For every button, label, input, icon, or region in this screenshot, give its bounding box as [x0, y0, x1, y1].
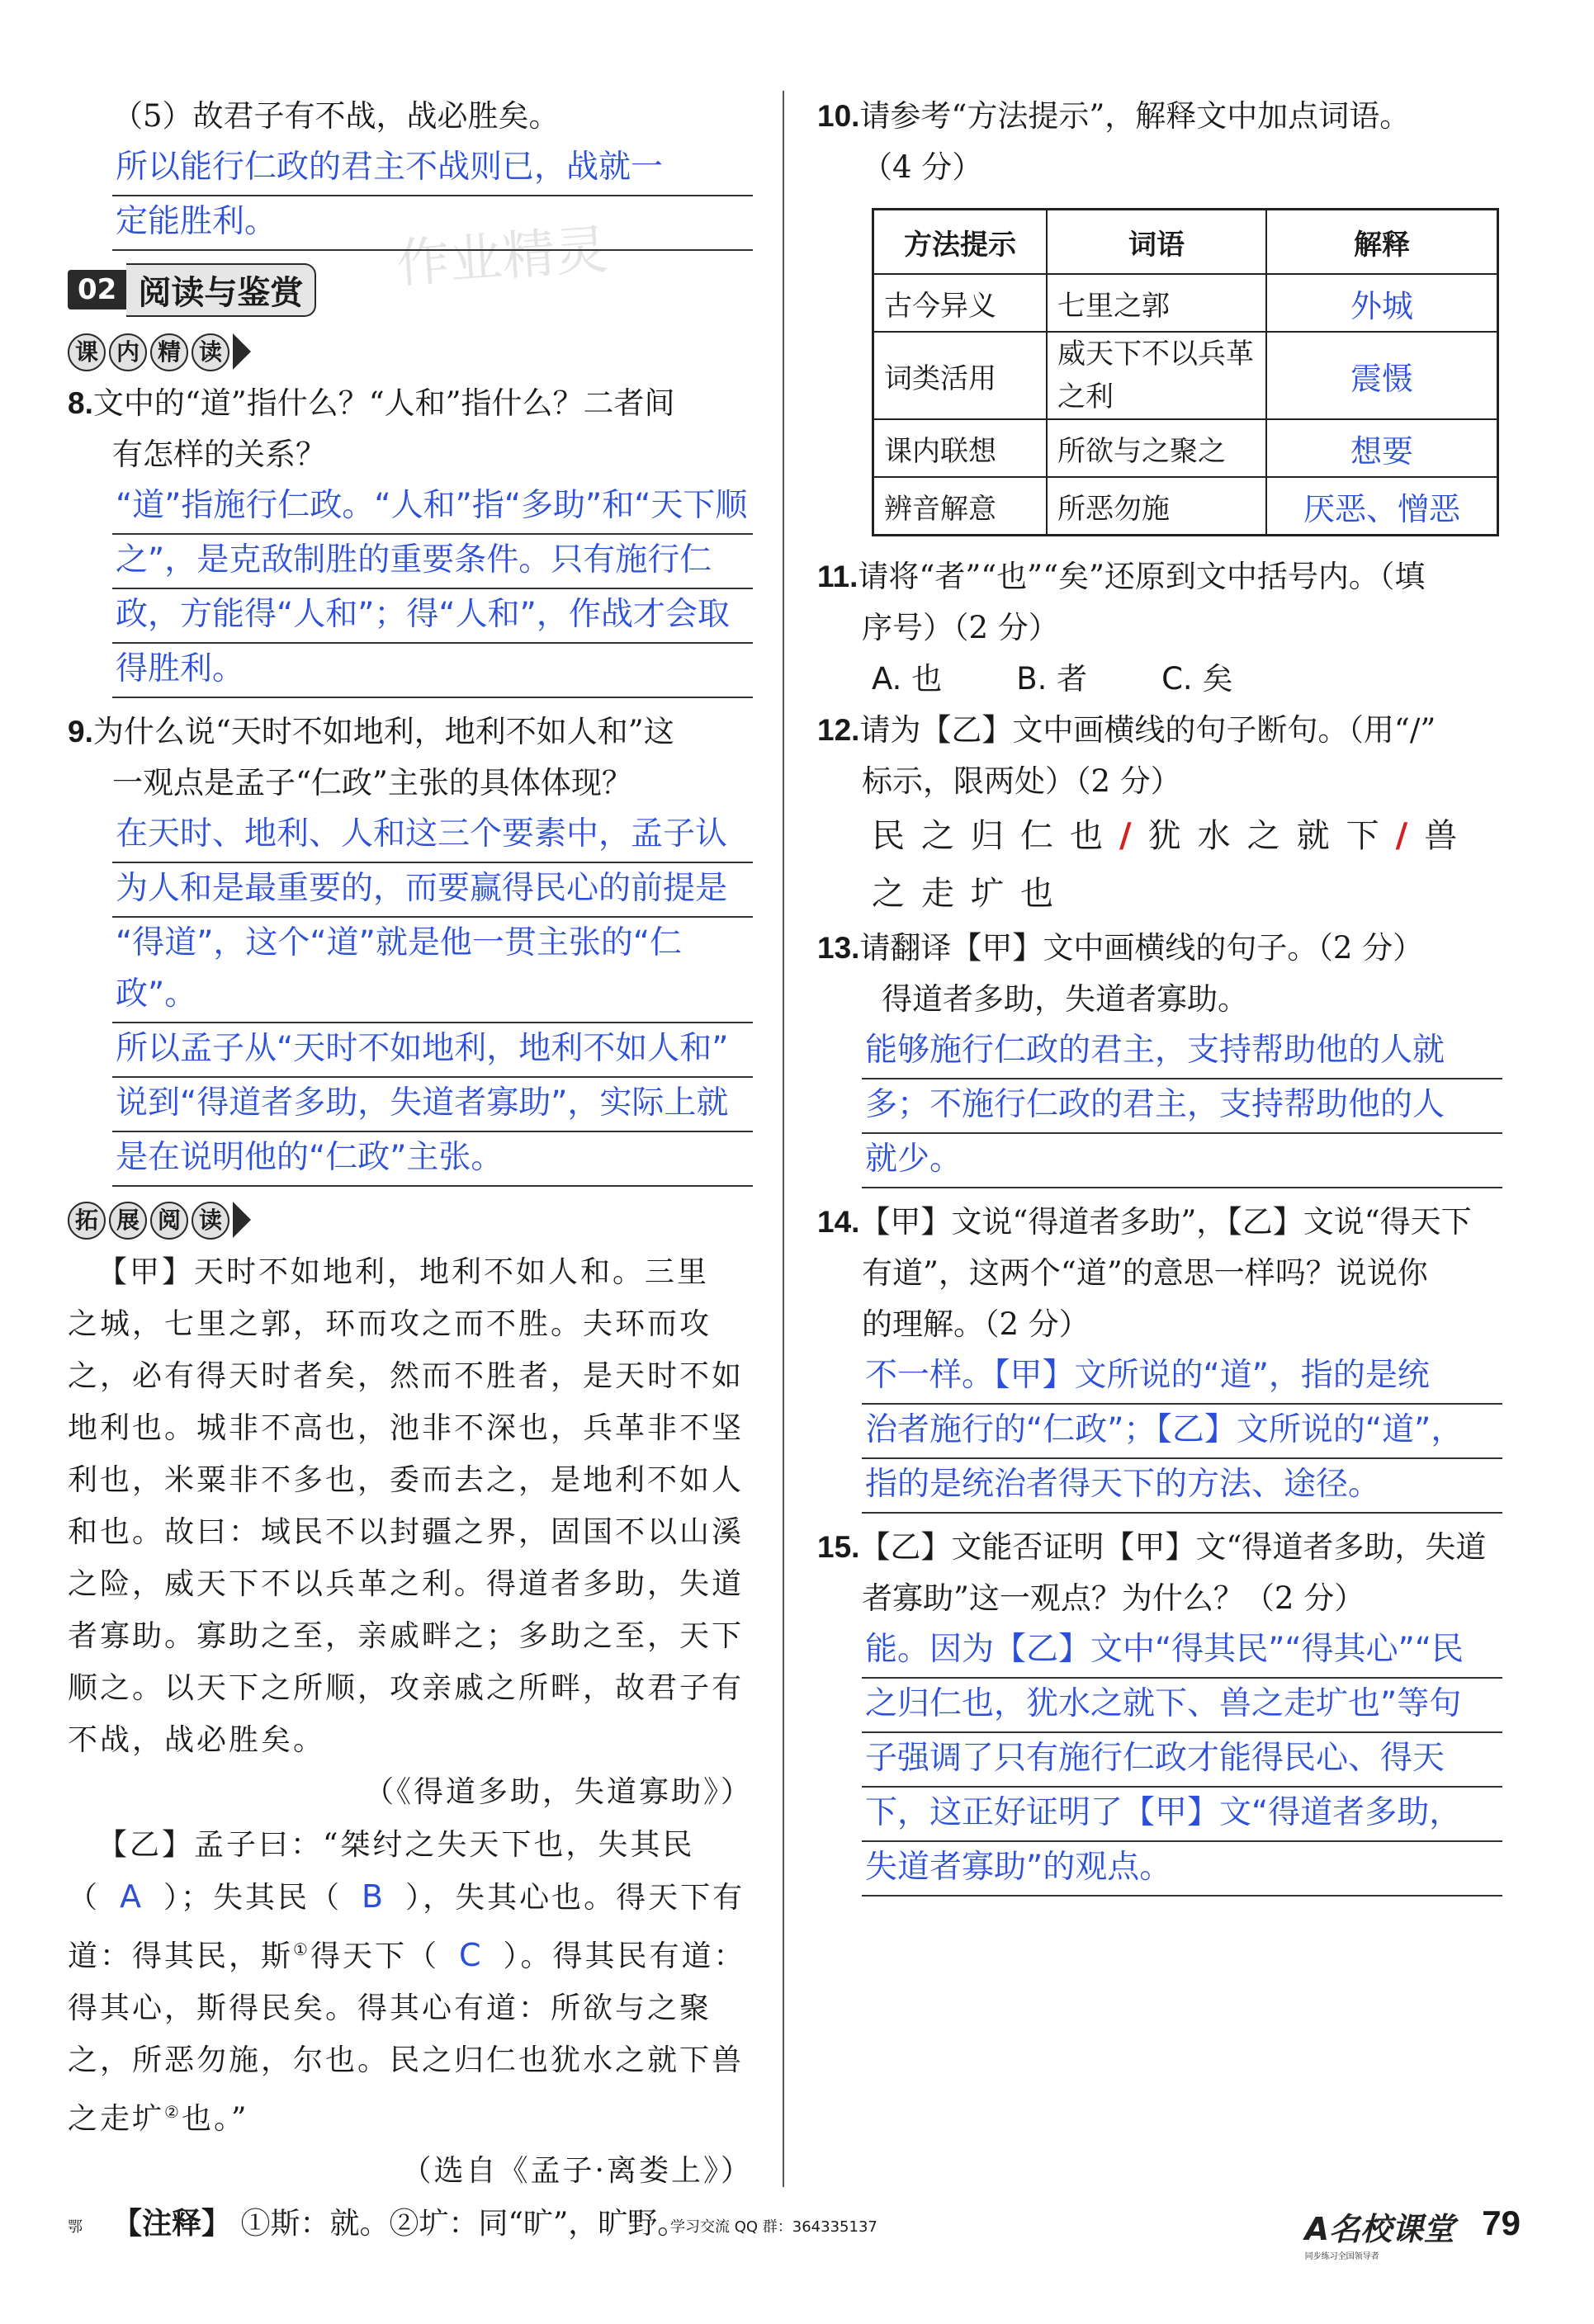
tag-char: 读: [192, 1202, 229, 1240]
question-number: 13.: [817, 931, 860, 965]
passage-line: 者寡助。寡助之至，亲戚畔之；多助之至，天下: [68, 1619, 745, 1653]
table-answer-cell: 外城: [1266, 274, 1498, 332]
question-8: [68, 378, 753, 698]
punctuated-sentence: 民之归仁也/犹水之就下/兽之走圹也: [872, 816, 1474, 913]
tag-char: 课: [68, 333, 106, 371]
question-number: 14.: [817, 1205, 860, 1239]
passage-line: 【乙】孟子曰：“桀纣之失天下也，失其民: [97, 1828, 695, 1862]
question-11: [817, 551, 1502, 705]
passage-line: 不战，战必胜矣。: [68, 1723, 326, 1757]
answer-line: 下，这正好证明了【甲】文“得道者多助，: [862, 1788, 1502, 1842]
column-divider: [783, 91, 784, 2187]
passage-line: 之走圹②也。”: [68, 2102, 249, 2136]
answer-line: 失道者寡助”的观点。: [862, 1842, 1502, 1897]
question-number: 8.: [68, 386, 93, 420]
question-number: 9.: [68, 715, 93, 749]
answer-line: 之归仁也，犹水之就下、兽之走圹也”等句: [862, 1679, 1502, 1733]
tag-char: 精: [150, 333, 188, 371]
answer-line: 得胜利。: [112, 644, 753, 698]
choice-list: [817, 654, 1502, 705]
answer-line: 说到“得道者多助，失道者寡助”，实际上就: [112, 1078, 753, 1132]
table-answer-cell: 厌恶、憎恶: [1266, 477, 1498, 536]
answer-line: 治者施行的“仁政”；【乙】文所说的“道”，: [862, 1405, 1502, 1459]
tag-char: 内: [109, 333, 147, 371]
right-column: [817, 91, 1502, 1897]
table-cell: 古今异义: [873, 274, 1048, 332]
watermark: 作业精灵: [395, 220, 610, 295]
question-12: [817, 705, 1502, 923]
table-answer-cell: 想要: [1266, 419, 1498, 477]
question-text: 为什么说“天时不如地利，地利不如人和”这: [92, 714, 674, 749]
answer-line: 指的是统治者得天下的方法、途径。: [862, 1459, 1502, 1514]
question-text: 序号）（2 分）: [862, 610, 1059, 645]
passage-line: 之城，七里之郭，环而攻之而不胜。夫环而攻: [68, 1307, 712, 1341]
qq-group-text: 学习交流 QQ 群：364335137: [670, 2218, 877, 2236]
passage-line: 道：得其民，斯①得天下（ C ）。得其民有道：: [68, 1937, 746, 1973]
target-sentence: 得道者多助，失道者寡助。: [882, 981, 1248, 1017]
passage-line: 利也，米粟非不多也，委而去之，是地利不如人: [68, 1463, 745, 1497]
item5-question: （5）故君子有不战，战必胜矣。: [112, 98, 560, 134]
page-number: 79: [1482, 2204, 1521, 2242]
passage-line: 之，必有得天时者矣，然而不胜者，是天时不如: [68, 1359, 745, 1393]
answer-line: 所以孟子从“天时不如地利，地利不如人和”: [112, 1023, 753, 1078]
table-row: [873, 419, 1498, 477]
answer-line: 政，方能得“人和”；得“人和”，作战才会取: [112, 589, 753, 644]
question-number: 11.: [817, 560, 858, 593]
answer-line: 不一样。【甲】文所说的“道”，指的是统: [862, 1350, 1502, 1405]
filled-answer: A: [120, 1878, 144, 1915]
question-9: [68, 706, 753, 1187]
table-header-row: [873, 210, 1498, 275]
table-row: [873, 332, 1498, 419]
question-number: 10.: [817, 99, 860, 133]
question-text: 文中的“道”指什么？“人和”指什么？二者间: [92, 385, 675, 421]
choice-a: A. 也: [872, 661, 943, 697]
note-text: ①斯：就。②圹：同“旷”，旷野。: [240, 2207, 688, 2241]
tag-arrow-icon: [233, 1202, 251, 1238]
passage-yi: [68, 1819, 753, 2198]
answer-line: “得道”，这个“道”就是他一贯主张的“仁政”。: [112, 918, 753, 1023]
section-number: 02: [68, 270, 126, 309]
tag-intensive-reading: [68, 333, 251, 371]
choice-b: B. 者: [1016, 661, 1088, 697]
table-cell: 辨音解意: [873, 477, 1048, 536]
table-answer-cell: 震慑: [1266, 332, 1498, 419]
section-header: [68, 264, 753, 315]
slash-mark: /: [1395, 816, 1425, 855]
question-text: （4 分）: [862, 149, 983, 185]
left-column: [68, 91, 753, 2251]
question-text: 一观点是孟子“仁政”主张的具体体现？: [112, 765, 632, 801]
table-cell: 课内联想: [873, 419, 1048, 477]
question-text: 的理解。（2 分）: [862, 1306, 1090, 1342]
question-text: 请为【乙】文中画横线的句子断句。（用“/”: [859, 712, 1436, 748]
answer-line: 在天时、地利、人和这三个要素中，孟子认: [112, 809, 753, 863]
table-header: 解释: [1266, 210, 1498, 275]
table-row: [873, 477, 1498, 536]
question-text: 者寡助”这一观点？为什么？（2 分）: [862, 1580, 1365, 1616]
passage-source: （《得道多助，失道寡助》）: [363, 1775, 753, 1809]
table-cell: 所恶勿施: [1047, 477, 1266, 536]
table-cell: 所欲与之聚之: [1047, 419, 1266, 477]
passage-line: 地利也。城非不高也，池非不深也，兵革非不坚: [68, 1411, 745, 1445]
method-table: [872, 208, 1499, 536]
filled-answer: B: [362, 1878, 386, 1915]
answer-line: 之”，是克敌制胜的重要条件。只有施行仁: [112, 535, 753, 589]
answer-line: 是在说明他的“仁政”主张。: [112, 1132, 753, 1187]
answer-line: 为人和是最重要的，而要赢得民心的前提是: [112, 863, 753, 918]
question-text: 有怎样的关系？: [112, 437, 326, 472]
section-title: 阅读与鉴赏: [126, 263, 316, 317]
note-label: 【注释】: [112, 2207, 232, 2241]
choice-c: C. 矣: [1161, 661, 1233, 697]
passage-line: 【甲】天时不如地利，地利不如人和。三里: [97, 1255, 710, 1289]
table-header: 词语: [1047, 210, 1266, 275]
publisher-mark: 鄂: [68, 2218, 83, 2236]
answer-line: 就少。: [862, 1134, 1502, 1188]
table-header: 方法提示: [873, 210, 1048, 275]
tag-char: 阅: [150, 1202, 188, 1240]
item5-answer-line: 所以能行仁政的君主不战则已，战就一: [112, 142, 753, 196]
question-15: [817, 1522, 1502, 1897]
question-13: [817, 923, 1502, 1188]
question-14: [817, 1197, 1502, 1514]
table-cell: 七里之郭: [1047, 274, 1266, 332]
question-text: 请将“者”“也”“矣”还原到文中括号内。（填: [858, 559, 1426, 594]
tag-char: 展: [109, 1202, 147, 1240]
question-text: 标示，限两处）（2 分）: [862, 763, 1181, 799]
passage-line: 得其心，斯得民矣。得其心有道：所欲与之聚: [68, 1991, 712, 2025]
table-row: [873, 274, 1498, 332]
question-text: 【甲】文说“得道者多助”，【乙】文说“得天下: [859, 1204, 1472, 1240]
slash-mark: /: [1119, 816, 1148, 855]
question-10: [817, 91, 1502, 536]
answer-line: 能够施行仁政的君主，支持帮助他的人就: [862, 1025, 1502, 1079]
passage-line: 之，所恶勿施，尔也。民之归仁也犹水之就下兽: [68, 2043, 745, 2077]
question-number: 15.: [817, 1530, 860, 1564]
passage-line: 和也。故曰：域民不以封疆之界，固国不以山溪: [68, 1515, 745, 1549]
answer-line: 多；不施行仁政的君主，支持帮助他的人: [862, 1079, 1502, 1134]
question-text: 有道”，这两个“道”的意思一样吗？说说你: [862, 1255, 1428, 1291]
filled-answer: C: [458, 1937, 484, 1973]
question-number: 12.: [817, 713, 860, 747]
table-cell: 词类活用: [873, 332, 1048, 419]
question-text: 请翻译【甲】文中画横线的句子。（2 分）: [859, 930, 1424, 966]
passage-line: （ A ）；失其民（ B ），失其心也。得天下有: [68, 1878, 745, 1915]
tag-char: 拓: [68, 1202, 106, 1240]
passage-line: 之险，威天下不以兵革之利。得道者多助，失道: [68, 1567, 745, 1601]
passage-source: （选自《孟子·离娄上》）: [401, 2154, 753, 2188]
item5-answer-line: 定能胜利。: [112, 196, 753, 251]
tag-arrow-icon: [233, 333, 251, 370]
passage-line: 顺之。以天下之所顺，攻亲戚之所畔，故君子有: [68, 1671, 745, 1705]
brand-tagline: 同步练习全国领导者: [1304, 2252, 1379, 2261]
answer-line: 子强调了只有施行仁政才能得民心、得天: [862, 1733, 1502, 1788]
question-text: 【乙】文能否证明【甲】文“得道者多助，失道: [859, 1529, 1487, 1565]
tag-extended-reading: [68, 1202, 251, 1240]
question-text: 请参考“方法提示”，解释文中加点词语。: [859, 98, 1411, 134]
tag-char: 读: [192, 333, 229, 371]
page-footer: [68, 2204, 1521, 2261]
passage-jia: [68, 1246, 753, 1819]
answer-line: 能。因为【乙】文中“得其民”“得其心”“民: [862, 1624, 1502, 1679]
table-cell: 威天下不以兵革之利: [1047, 332, 1266, 419]
brand-logo: A名校课堂 同步练习全国领导者: [1304, 2211, 1454, 2261]
answer-line: “道”指施行仁政。“人和”指“多助”和“天下顺: [112, 480, 753, 535]
